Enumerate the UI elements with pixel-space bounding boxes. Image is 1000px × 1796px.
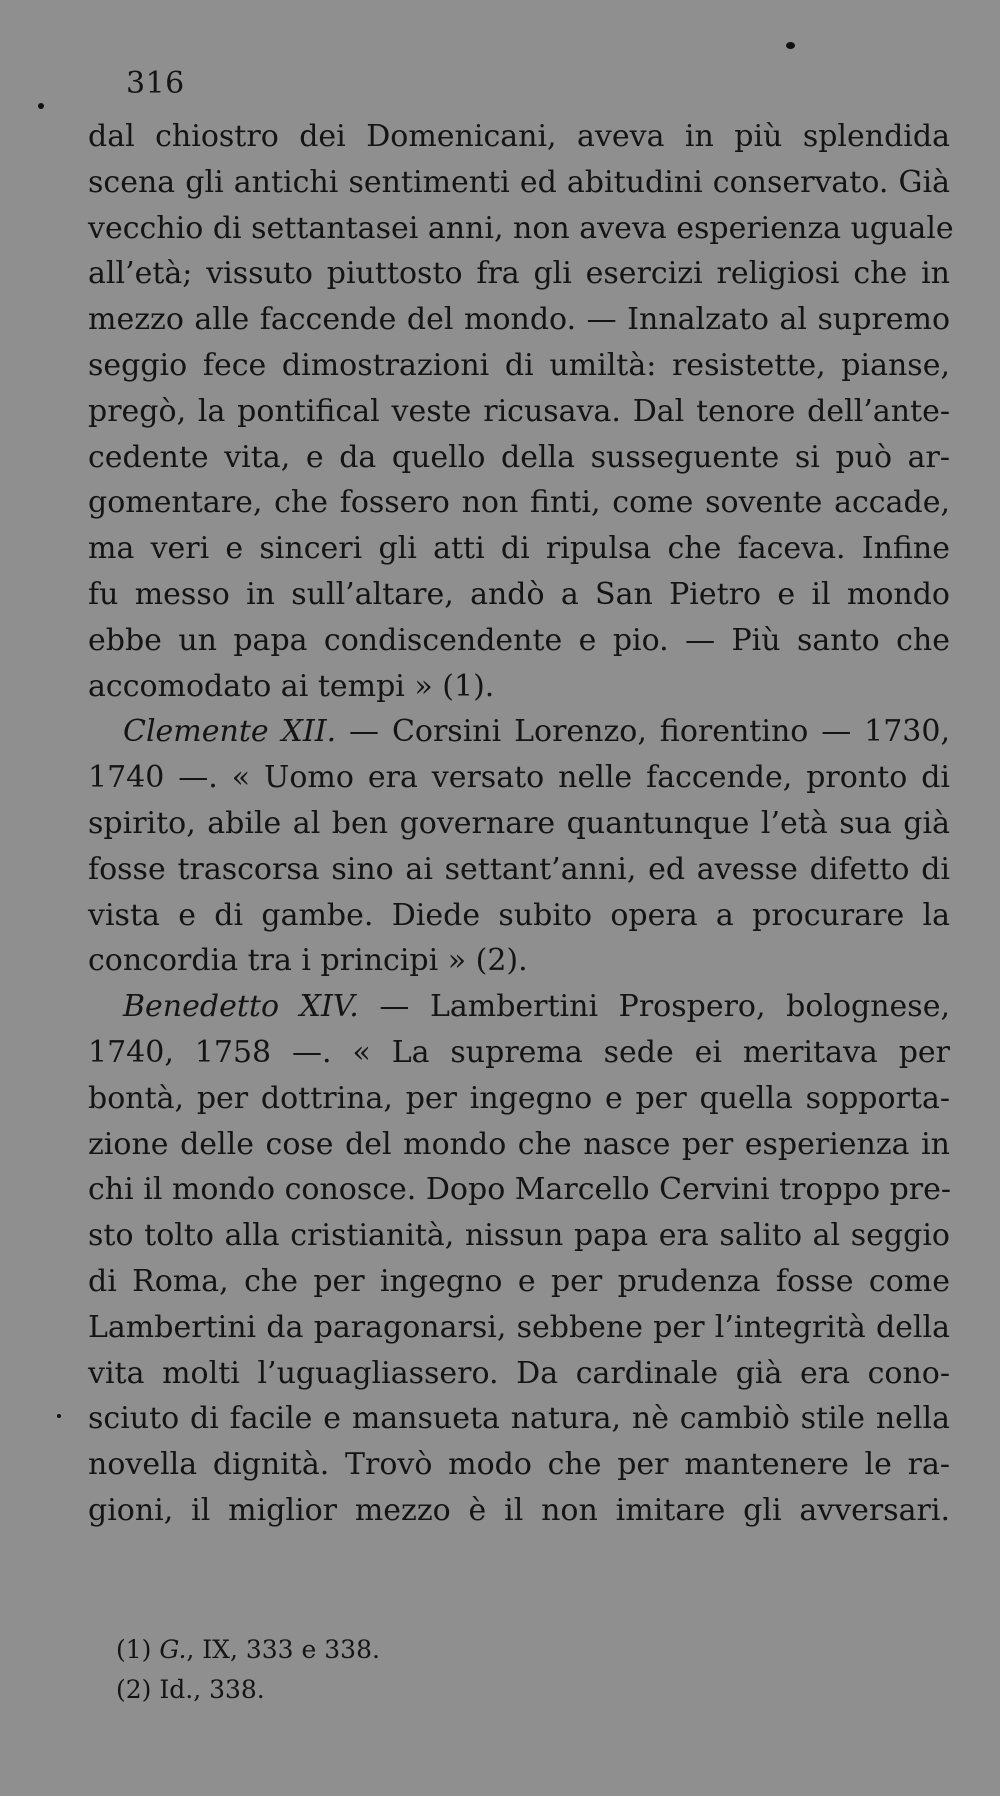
text-line [88, 1488, 950, 1534]
line-text: sto tolto alla cristianità, nissun papa era salito al seggio [88, 1218, 950, 1254]
footnote-marker: (1) [116, 1635, 152, 1664]
footnote-source: G. [159, 1635, 187, 1664]
line-text: 1740 —. « Uomo era versato nelle faccende, pronto di [88, 760, 950, 796]
text-line [88, 572, 950, 618]
text-line [88, 755, 950, 801]
footnote [116, 1670, 380, 1710]
line-text: chi il mondo conosce. Dopo Marcello Cervini troppo pre- [88, 1172, 952, 1208]
pope-name: Benedetto XIV. [123, 989, 359, 1025]
footnote-text: , IX, 333 e 338. [186, 1635, 380, 1664]
text-line [88, 160, 950, 206]
text-line [88, 893, 950, 939]
line-text: zione delle cose del mondo che nasce per esperienza in [88, 1126, 950, 1162]
line-text: 1740, 1758 —. « La suprema sede ei meritava per [88, 1034, 950, 1070]
text-line [88, 984, 950, 1030]
line-text: ma veri e sinceri gli atti di ripulsa che faceva. Infine [88, 531, 950, 567]
line-text: vecchio di settantasei anni, non aveva esperienza uguale [88, 210, 954, 246]
body-text [88, 114, 954, 1534]
footnotes [116, 1630, 380, 1710]
page-number: 316 [126, 66, 185, 101]
text-line [88, 618, 950, 664]
text-line [88, 1442, 950, 1488]
footnote-text: Id., 338. [159, 1675, 265, 1704]
line-text: concordia tra i principi » (2). [88, 943, 528, 979]
text-line [88, 389, 950, 435]
print-speck [38, 103, 44, 109]
text-line [88, 526, 950, 572]
text-line [88, 251, 950, 297]
text-line [88, 1030, 950, 1076]
pope-name: Clemente XII. [123, 714, 337, 750]
line-text: all’età; vissuto piuttosto fra gli esercizi religiosi che in [88, 256, 950, 292]
text-line [88, 206, 954, 252]
line-text: vita molti l’uguagliassero. Da cardinale già era cono- [88, 1355, 950, 1391]
text-line [88, 801, 950, 847]
text-line [88, 664, 950, 710]
line-text: cedente vita, e da quello della susseguente si può ar- [88, 439, 950, 475]
line-text: gomentare, che fossero non finti, come sovente accade, [88, 485, 950, 521]
line-text: — Corsini Lorenzo, fiorentino — 1730, [336, 714, 951, 750]
line-text: fu messo in sull’altare, andò a San Pietro e il mondo [88, 576, 950, 612]
text-line [88, 480, 950, 526]
line-text: seggio fece dimostrazioni di umiltà: resistette, pianse, [88, 347, 950, 383]
text-line [88, 847, 950, 893]
text-line [88, 1122, 950, 1168]
text-line [88, 1259, 950, 1305]
text-line [88, 343, 950, 389]
text-line [88, 114, 950, 160]
text-line [88, 938, 950, 984]
line-text: gioni, il miglior mezzo è il non imitare gli avversari. [88, 1492, 950, 1528]
line-text: pregò, la pontifical veste ricusava. Dal tenore dell’ante- [88, 393, 950, 429]
line-text: spirito, abile al ben governare quantunque l’età sua già [88, 805, 950, 841]
text-line [88, 1213, 950, 1259]
text-line [88, 1351, 950, 1397]
text-line [88, 1396, 950, 1442]
line-text: vista e di gambe. Diede subito opera a procurare la [88, 897, 950, 933]
line-text: di Roma, che per ingegno e per prudenza fosse come [88, 1263, 950, 1299]
line-text: dal chiostro dei Domenicani, aveva in più splendida [88, 119, 950, 154]
footnote-marker: (2) [116, 1675, 152, 1704]
text-line [88, 1076, 950, 1122]
line-text: ebbe un papa condiscendente e pio. — Più santo che [88, 622, 950, 658]
line-text: sciuto di facile e mansueta natura, nè cambiò stile nella [88, 1401, 950, 1437]
text-line [88, 709, 950, 755]
line-text: accomodato ai tempi » (1). [88, 668, 495, 704]
print-speck [786, 42, 795, 49]
print-speck [57, 1414, 61, 1418]
line-text: scena gli antichi sentimenti ed abitudini conservato. Già [88, 164, 950, 200]
text-line [88, 1167, 950, 1213]
text-line [88, 297, 950, 343]
line-text: — Lambertini Prospero, bolognese, [358, 989, 950, 1025]
footnote [116, 1630, 380, 1670]
line-text: fosse trascorsa sino ai settant’anni, ed avesse difetto di [88, 851, 950, 887]
text-line [88, 435, 950, 481]
text-line [88, 1305, 950, 1351]
line-text: bontà, per dottrina, per ingegno e per quella sopporta- [88, 1080, 950, 1116]
line-text: novella dignità. Trovò modo che per mantenere le ra- [88, 1447, 950, 1483]
line-text: mezzo alle faccende del mondo. — Innalzato al supremo [88, 302, 950, 338]
line-text: Lambertini da paragonarsi, sebbene per l’integrità della [88, 1309, 950, 1345]
